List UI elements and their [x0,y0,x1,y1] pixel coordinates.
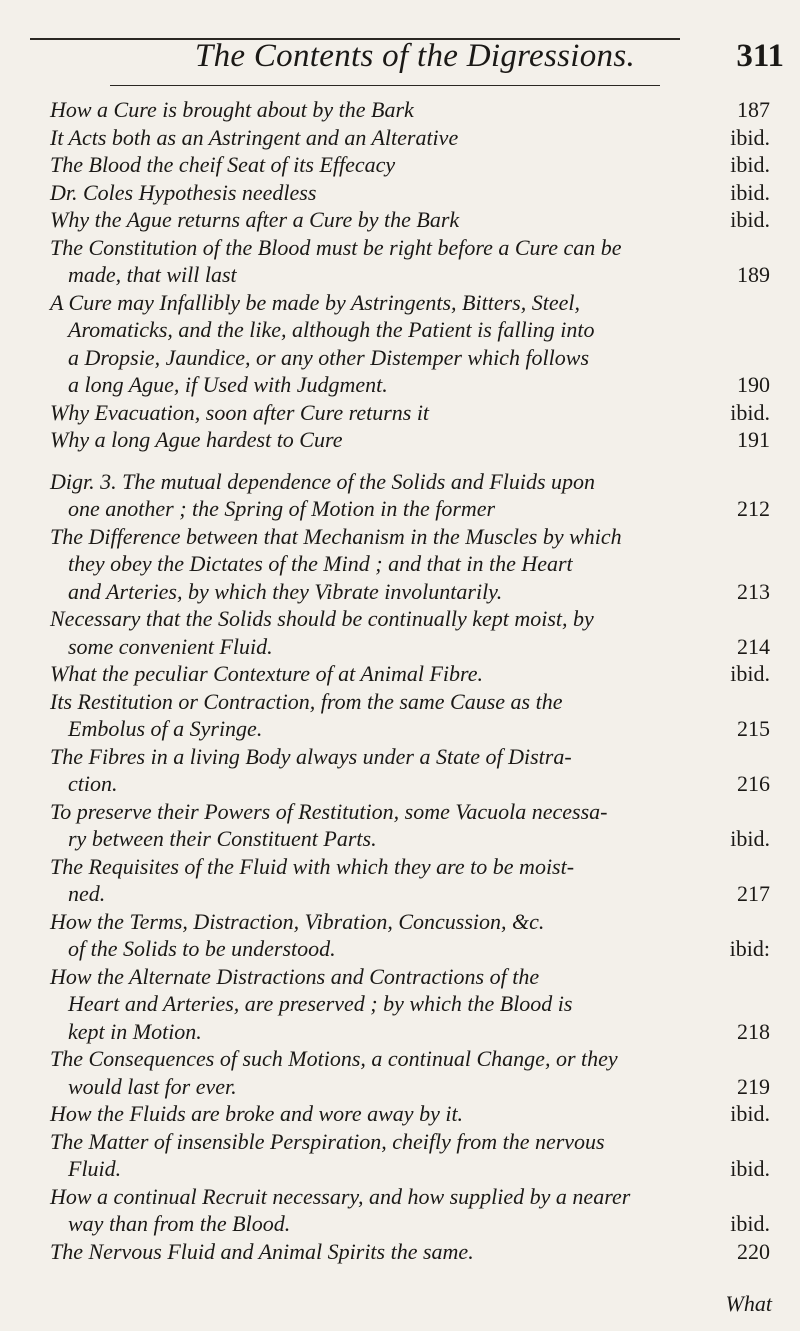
entry-text: How the Alternate Distractions and Contractions of the [50,963,540,989]
contents-entry [50,124,770,152]
entry-text: The Matter of insensible Perspiration, cheifly from the nervous [50,1128,605,1154]
entry-text: Aromaticks, and the like, although the Patient is falling into [68,317,595,342]
contents-entry [50,1128,770,1183]
entry-line [50,688,770,716]
entry-line [50,1155,770,1183]
entry-text: The Nervous Fluid and Animal Spirits the same. [50,1238,474,1264]
entry-page-ref: ibid. [730,1101,770,1126]
entry-text: Why a long Ague hardest to Cure [50,427,343,452]
contents-entry [50,179,770,207]
entry-line [50,344,770,372]
entry-page-ref: 214 [737,633,770,659]
entry-line [50,399,770,427]
entry-text: It Acts both as an Astringent and an Alterative [50,124,459,150]
entry-line [50,1073,770,1101]
entry-page-ref: ibid. [730,399,770,425]
entry-page-ref: 190 [737,372,770,397]
contents-entry [50,605,770,660]
entry-text: Why the Ague returns after a Cure by the Bark [50,207,460,232]
entry-line [50,605,770,633]
entry-line [50,1018,770,1046]
entry-text: they obey the Dictates of the Mind ; and that in the Heart [68,551,573,576]
contents-entry [50,523,770,606]
entry-text: To preserve their Powers of Restitution, some Vacuola necessa- [50,798,608,824]
entry-page-ref: 219 [737,1073,770,1099]
entry-line [50,990,770,1018]
entry-line [50,96,770,124]
contents-entry [50,234,770,289]
entry-line [50,1183,770,1211]
entry-text: Embolus of a Syringe. [68,716,263,741]
contents-entry [50,426,770,454]
entry-line [50,523,770,551]
entry-text: How a Cure is brought about by the Bark [50,97,414,122]
entry-line [50,468,770,496]
entry-page-ref: ibid. [730,1211,770,1236]
entry-text: Why Evacuation, soon after Cure returns it [50,399,430,425]
page-title: The Contents of the Digressions. [194,38,636,74]
contents-entry [50,853,770,908]
contents-entry [50,206,770,234]
entry-line [50,798,770,826]
entry-line [50,908,770,936]
entry-page-ref: ibid. [730,124,770,150]
entry-page-ref: ibid. [730,179,770,205]
entry-text: Fluid. [68,1156,122,1181]
entry-text: would last for ever. [68,1073,237,1099]
entry-text: one another ; the Spring of Motion in the former [68,496,496,521]
contents-entry [50,399,770,427]
entry-page-ref: ibid. [730,661,770,686]
entry-line [50,426,770,454]
contents-entry [50,468,770,523]
entry-page-ref: 213 [737,578,770,604]
contents-entry [50,908,770,963]
entry-line [50,550,770,578]
entry-page-ref: 212 [737,496,770,521]
contents-entry [50,96,770,124]
contents-entry [50,798,770,853]
contents-entry [50,688,770,743]
entry-text: ned. [68,881,106,906]
entry-text: ction. [68,771,118,796]
entry-line [50,1100,770,1128]
entry-text: The Constitution of the Blood must be right before a Cure can be [50,234,622,260]
entry-text: A Cure may Infallibly be made by Astringents, Bitters, Steel, [50,289,580,315]
entry-text: How the Terms, Distraction, Vibration, Concussion, &c. [50,908,545,934]
page-number: 311 [736,38,784,74]
entry-text: some convenient Fluid. [68,633,273,659]
entry-page-ref: 216 [737,771,770,796]
entry-page-ref: ibid. [730,826,770,851]
entry-line [50,743,770,771]
entry-line [50,1238,770,1266]
entry-text: Heart and Arteries, are preserved ; by which the Blood is [68,991,573,1016]
entry-text: Its Restitution or Contraction, from the same Cause as the [50,688,563,714]
entry-text: way than from the Blood. [68,1211,291,1236]
contents-entry [50,289,770,399]
entry-text: of the Solids to be understood. [68,936,336,961]
entry-line [50,495,770,523]
entry-text: Digr. 3. The mutual dependence of the Solids and Fluids upon [50,468,596,494]
entry-text: kept in Motion. [68,1018,202,1044]
entry-page-ref: ibid: [729,936,770,961]
entry-line [50,234,770,262]
entry-line [50,633,770,661]
entry-text: made, that will last [68,262,237,287]
entry-line [50,371,770,399]
entry-line [50,1210,770,1238]
entry-page-ref: ibid. [730,1156,770,1181]
entry-line [50,261,770,289]
entry-text: Necessary that the Solids should be continually kept moist, by [50,606,594,631]
entry-line [50,880,770,908]
entry-line [50,316,770,344]
entry-text: The Blood the cheif Seat of its Effecacy [50,152,396,177]
contents-entry [50,743,770,798]
entry-page-ref: 218 [737,1018,770,1044]
entry-line [50,179,770,207]
entry-line [50,578,770,606]
entry-line [50,1045,770,1073]
entry-page-ref: 215 [737,716,770,741]
entry-page-ref: ibid. [730,152,770,177]
entry-line [50,206,770,234]
entry-text: How a continual Recruit necessary, and how supplied by a nearer [50,1183,631,1209]
entry-line [50,935,770,963]
entry-text: What the peculiar Contexture of at Animal Fibre. [50,661,484,686]
entry-line [50,825,770,853]
entry-line [50,151,770,179]
entry-line [50,770,770,798]
catchword: What [725,1291,772,1316]
entry-page-ref: 187 [737,97,770,122]
contents-entry [50,1100,770,1128]
entry-text: How the Fluids are broke and wore away by it. [50,1101,464,1126]
contents-list [50,96,770,1265]
contents-entry [50,1183,770,1238]
entry-line [50,853,770,881]
entry-text: The Difference between that Mechanism in the Muscles by which [50,523,622,549]
entry-text: ry between their Constituent Parts. [68,826,377,851]
entry-text: and Arteries, by which they Vibrate involuntarily. [68,578,503,604]
entry-line [50,1128,770,1156]
entry-text: Dr. Coles Hypothesis needless [50,179,317,205]
entry-line [50,124,770,152]
entry-line [50,289,770,317]
entry-text: The Consequences of such Motions, a continual Change, or they [50,1046,618,1071]
running-header [30,28,800,90]
entry-text: The Fibres in a living Body always under a State of Distra- [50,743,572,769]
contents-entry [50,660,770,688]
entry-line [50,660,770,688]
contents-entry [50,963,770,1046]
entry-line [50,715,770,743]
contents-entry [50,1045,770,1100]
entry-page-ref: 189 [737,262,770,287]
entry-text: a long Ague, if Used with Judgment. [68,372,388,397]
entry-page-ref: 217 [737,881,770,906]
contents-entry [50,1238,770,1266]
contents-entry [50,151,770,179]
entry-page-ref: 191 [737,427,770,452]
entry-line [50,963,770,991]
header-rule-bottom [110,85,660,86]
entry-text: a Dropsie, Jaundice, or any other Distemper which follows [68,344,590,370]
entry-text: The Requisites of the Fluid with which they are to be moist- [50,853,575,879]
entry-page-ref: ibid. [730,207,770,232]
entry-page-ref: 220 [737,1238,770,1264]
